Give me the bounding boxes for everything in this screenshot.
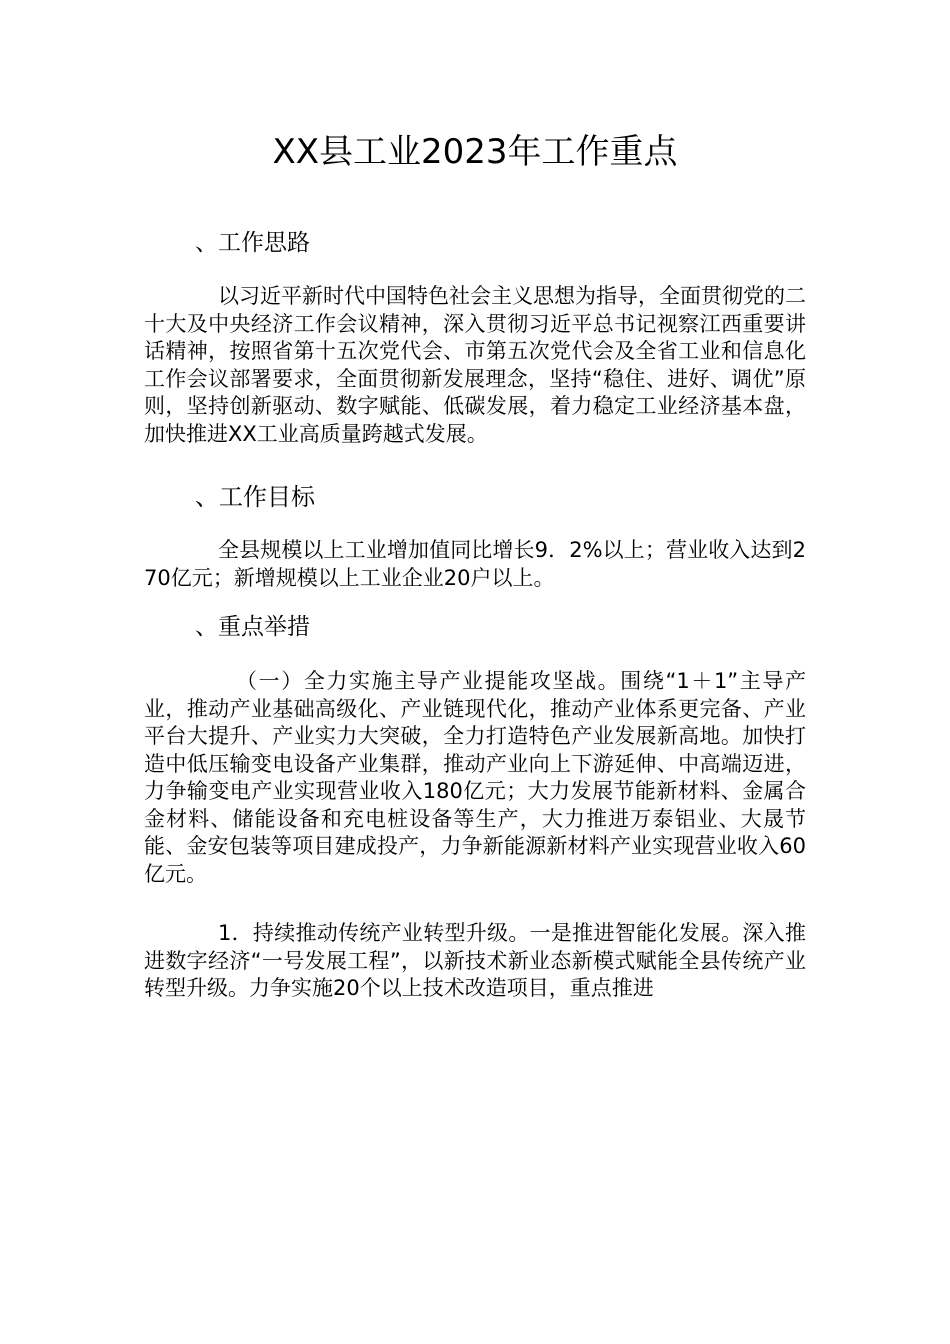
paragraph-work-approach: 以习近平新时代中国特色社会主义思想为指导，全面贯彻党的二十大及中央经济工作会议精神，深入贯彻习近平总书记视察江西重要讲话精神，按照省第十五次党代会、市第五次党代会及全省工业和信息化工作会议部署要求，全面贯彻新发展理念，坚持“稳住、进好、调优”原则，坚持创新驱动、数字赋能、低碳发展，着力稳定工业经济基本盘，加快推进XX工业高质量跨越式发展。 xyxy=(144,284,806,446)
paragraph-work-goals: 全县规模以上工业增加值同比增长9．2%以上；营业收入达到270亿元；新增规模以上工业企业20户以上。 xyxy=(144,538,806,590)
section-heading-work-goals: 、工作目标 xyxy=(195,483,315,511)
section-heading-work-approach: 、工作思路 xyxy=(195,230,310,256)
page-title: XX县工业2023年工作重点 xyxy=(272,132,678,172)
paragraph-key-measures-1: （一）全力实施主导产业提能攻坚战。围绕“1＋1”主导产业，推动产业基础高级化、产业链现代化，推动产业体系更完备、产业平台大提升、产业实力大突破，全力打造特色产业发展新高地。加快打造中低压输变电设备产业集群，推动产业向上下游延伸、中高端迈进，力争输变电产业实现营业收入180亿元；大力发展节能新材料、金属合金材料、储能设备和充电桩设备等生产，大力推进万泰铝业、大晟节能、金安包装等项目建成投产，力争新能源新材料产业实现营业收入60亿元。 xyxy=(144,669,806,886)
paragraph-key-measures-2: 1．持续推动传统产业转型升级。一是推进智能化发展。深入推进数字经济“一号发展工程”，以新技术新业态新模式赋能全县传统产业转型升级。力争实施20个以上技术改造项目，重点推进 xyxy=(144,921,806,1000)
section-heading-key-measures: 、重点举措 xyxy=(195,614,310,640)
